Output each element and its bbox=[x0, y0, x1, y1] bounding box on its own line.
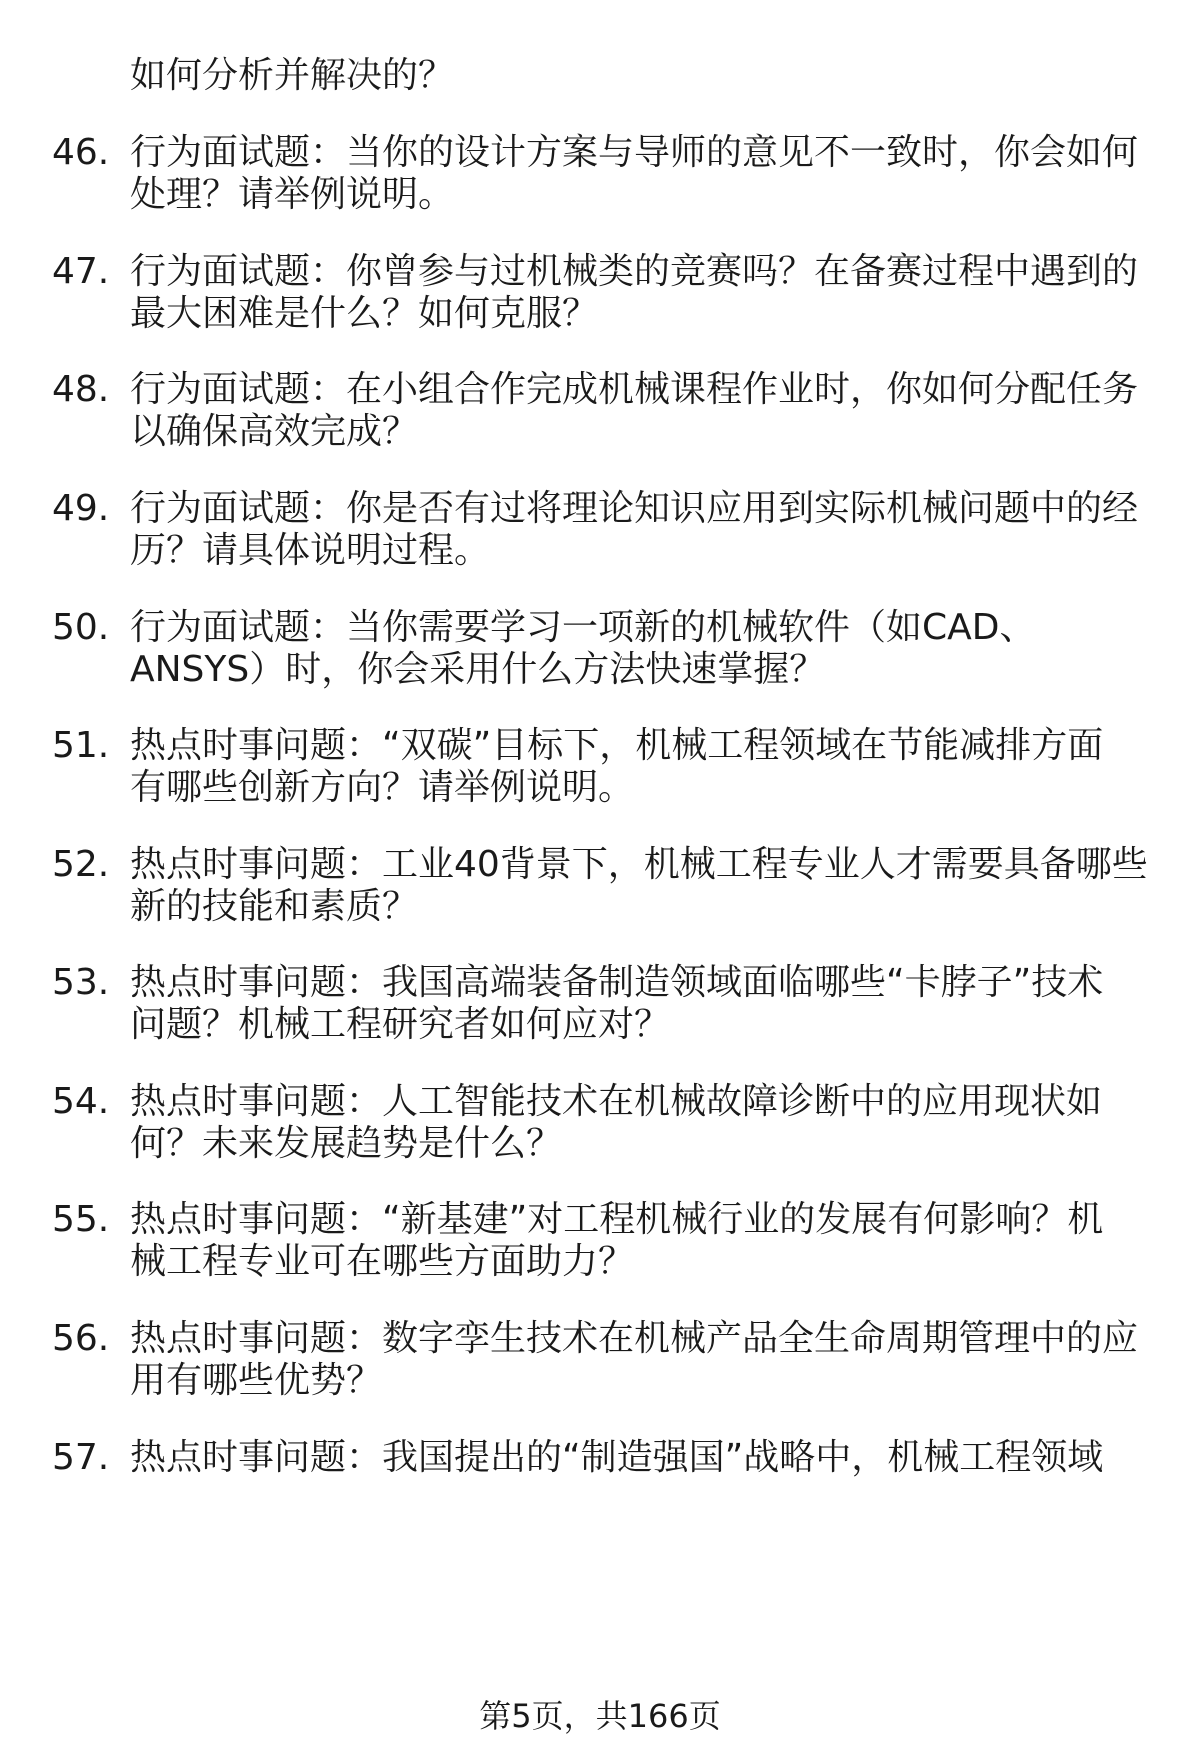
question-line: 问题？机械工程研究者如何应对？ bbox=[130, 1004, 671, 1045]
question-number: 46. bbox=[52, 132, 110, 173]
question-line: 行为面试题：你是否有过将理论知识应用到实际机械问题中的经 bbox=[130, 488, 1139, 529]
question-line: 械工程专业可在哪些方面助力？ bbox=[130, 1241, 635, 1282]
question-number: 54. bbox=[52, 1081, 110, 1122]
question-line: ANSYS）时，你会采用什么方法快速掌握？ bbox=[130, 649, 826, 690]
question-number: 47. bbox=[52, 251, 110, 292]
question-line: 新的技能和素质？ bbox=[130, 886, 419, 927]
question-line: 热点时事问题：我国提出的“制造强国”战略中，机械工程领域 bbox=[130, 1437, 1104, 1478]
question-number: 57. bbox=[52, 1437, 110, 1478]
question-line: 热点时事问题：数字孪生技术在机械产品全生命周期管理中的应 bbox=[130, 1318, 1139, 1359]
question-number: 53. bbox=[52, 962, 110, 1003]
question-line: 行为面试题：你曾参与过机械类的竞赛吗？在备赛过程中遇到的 bbox=[130, 251, 1139, 292]
question-number: 55. bbox=[52, 1199, 110, 1240]
page-footer: 第5页，共166页 bbox=[479, 1697, 721, 1735]
question-number: 49. bbox=[52, 488, 110, 529]
question-line: 有哪些创新方向？请举例说明。 bbox=[130, 767, 635, 808]
question-number: 52. bbox=[52, 844, 110, 885]
question-line: 以确保高效完成？ bbox=[130, 411, 419, 452]
question-line: 历？请具体说明过程。 bbox=[130, 530, 491, 571]
question-number: 56. bbox=[52, 1318, 110, 1359]
question-number: 48. bbox=[52, 369, 110, 410]
question-line: 用有哪些优势？ bbox=[130, 1360, 383, 1401]
question-line: 行为面试题：当你的设计方案与导师的意见不一致时，你会如何 bbox=[130, 132, 1139, 173]
question-line: 如何分析并解决的？ bbox=[130, 55, 455, 96]
question-line: 热点时事问题：“新基建”对工程机械行业的发展有何影响？机 bbox=[130, 1199, 1104, 1240]
question-line: 最大困难是什么？如何克服？ bbox=[130, 293, 599, 334]
question-number: 50. bbox=[52, 607, 110, 648]
question-number: 51. bbox=[52, 725, 110, 766]
question-line: 热点时事问题：工业40背景下，机械工程专业人才需要具备哪些 bbox=[130, 844, 1148, 885]
question-line: 热点时事问题：人工智能技术在机械故障诊断中的应用现状如 bbox=[130, 1081, 1103, 1122]
question-line: 行为面试题：当你需要学习一项新的机械软件（如CAD、 bbox=[130, 607, 1036, 648]
question-line: 处理？请举例说明。 bbox=[130, 174, 455, 215]
question-line: 热点时事问题：我国高端装备制造领域面临哪些“卡脖子”技术 bbox=[130, 962, 1104, 1003]
question-line: 行为面试题：在小组合作完成机械课程作业时，你如何分配任务 bbox=[130, 369, 1139, 410]
question-line: 何？未来发展趋势是什么？ bbox=[130, 1123, 563, 1164]
question-line: 热点时事问题：“双碳”目标下，机械工程领域在节能减排方面 bbox=[130, 725, 1104, 766]
